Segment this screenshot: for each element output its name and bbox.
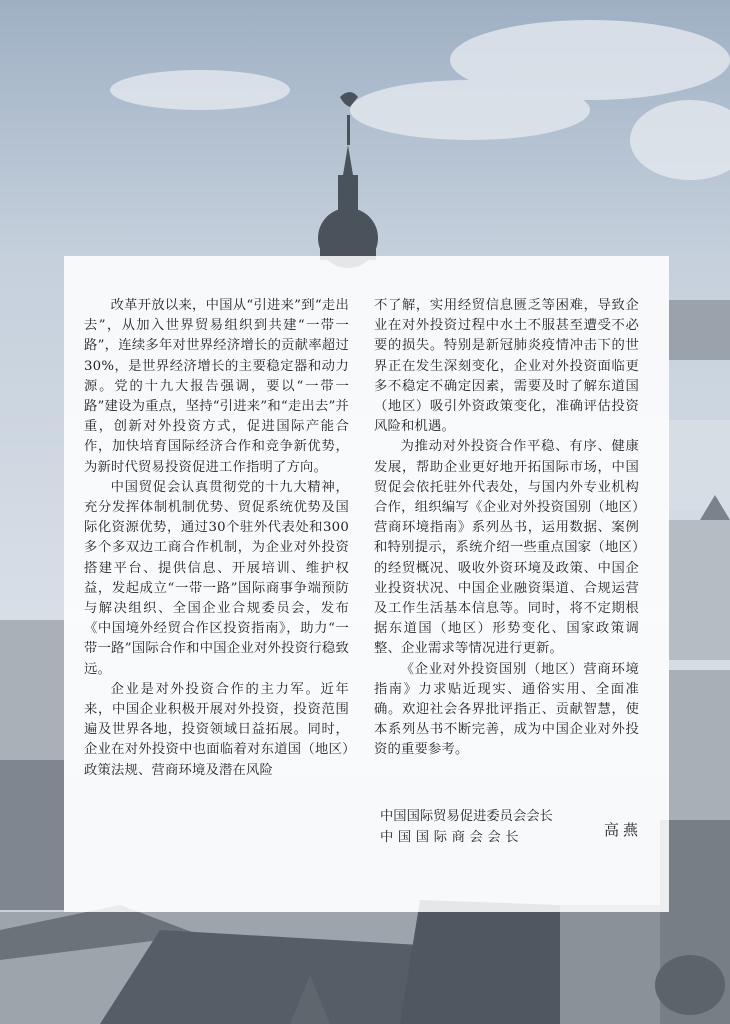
left-buildings	[0, 620, 64, 910]
right-column	[374, 296, 639, 761]
text-panel	[64, 256, 669, 912]
body-paragraph-2: 中国贸促会认真贯彻党的十九大精神，充分发挥体制机制优势、贸促系统优势及国际化资源优势，通过30个驻外代表处和300多个多双边工商合作机制，为企业对外投资搭建平台、提供信息、开展培训、维护权益，发起成立“一带一路”国际商事争端预防与解决组织、全国企业合规委员会，发布《中国境外经贸合作区投资指南》，助力“一带一路”国际合作和中国企业对外投资行稳致远。	[84, 479, 349, 677]
body-paragraph-1: 改革开放以来，中国从“引进来”到“走出去”，从加入世界贸易组织到共建“一带一路”，连续多年对世界经济增长的贡献率超过30%，是世界经济增长的主要稳定器和动力源。党的十九大报告强调，要以“一带一路”建设为重点，坚持“引进来”和“走出去”并重，创新对外投资方式，促进国际产能合作，加快培育国际经济合作和竞争新优势，为新时代贸易投资促进工作指明了方向。	[84, 298, 349, 475]
body-paragraph-4: 为推动对外投资合作平稳、有序、健康发展，帮助企业更好地开拓国际市场，中国贸促会依托驻外代表处，与国内外专业机构合作，组织编写《企业对外投资国别（地区）营商环境指南》系列丛书，运用数据、案例和特别提示，系统介绍一些重点国家（地区）的经贸概况、吸收外资环境及政策、中国企业投资状况、中国企业融资渠道、合规运营及工作生活基本信息等。同时，将不定期根据东道国（地区）形势变化、国家政策调整、企业需求等情况进行更新。	[374, 439, 639, 657]
signature-org-ccoic: 中国国际商会会长	[380, 830, 524, 845]
body-paragraph-3-continued: 不了解，实用经贸信息匮乏等困难，导致企业在对外投资过程中水土不服甚至遭受不必要的损失。特别是新冠肺炎疫情冲击下的世界正在发生深刻变化，企业对外投资面临更多不稳定不确定因素，需要及时了解东道国（地区）吸引外资政策变化，准确评估投资风险和机遇。	[374, 298, 639, 435]
signature-org-ccpit: 中国国际贸易促进委员会会长	[380, 809, 553, 824]
harbor-water	[669, 420, 730, 510]
left-column	[84, 296, 349, 781]
body-paragraph-5: 《企业对外投资国别（地区）营商环境指南》力求贴近现实、通俗实用、全面准确。欢迎社会各界批评指正、贡献智慧，使本系列丛书不断完善，成为中国企业对外投资的重要参考。	[374, 661, 639, 758]
body-paragraph-3: 企业是对外投资合作的主力军。近年来，中国企业积极开展对外投资，投资范围遍及世界各地，投资领域日益拓展。同时，企业在对外投资中也面临着对东道国（地区）政策法规、营商环境及潜在风险	[84, 681, 349, 778]
signature-name: 高燕	[603, 821, 642, 839]
signature-block	[380, 806, 642, 848]
